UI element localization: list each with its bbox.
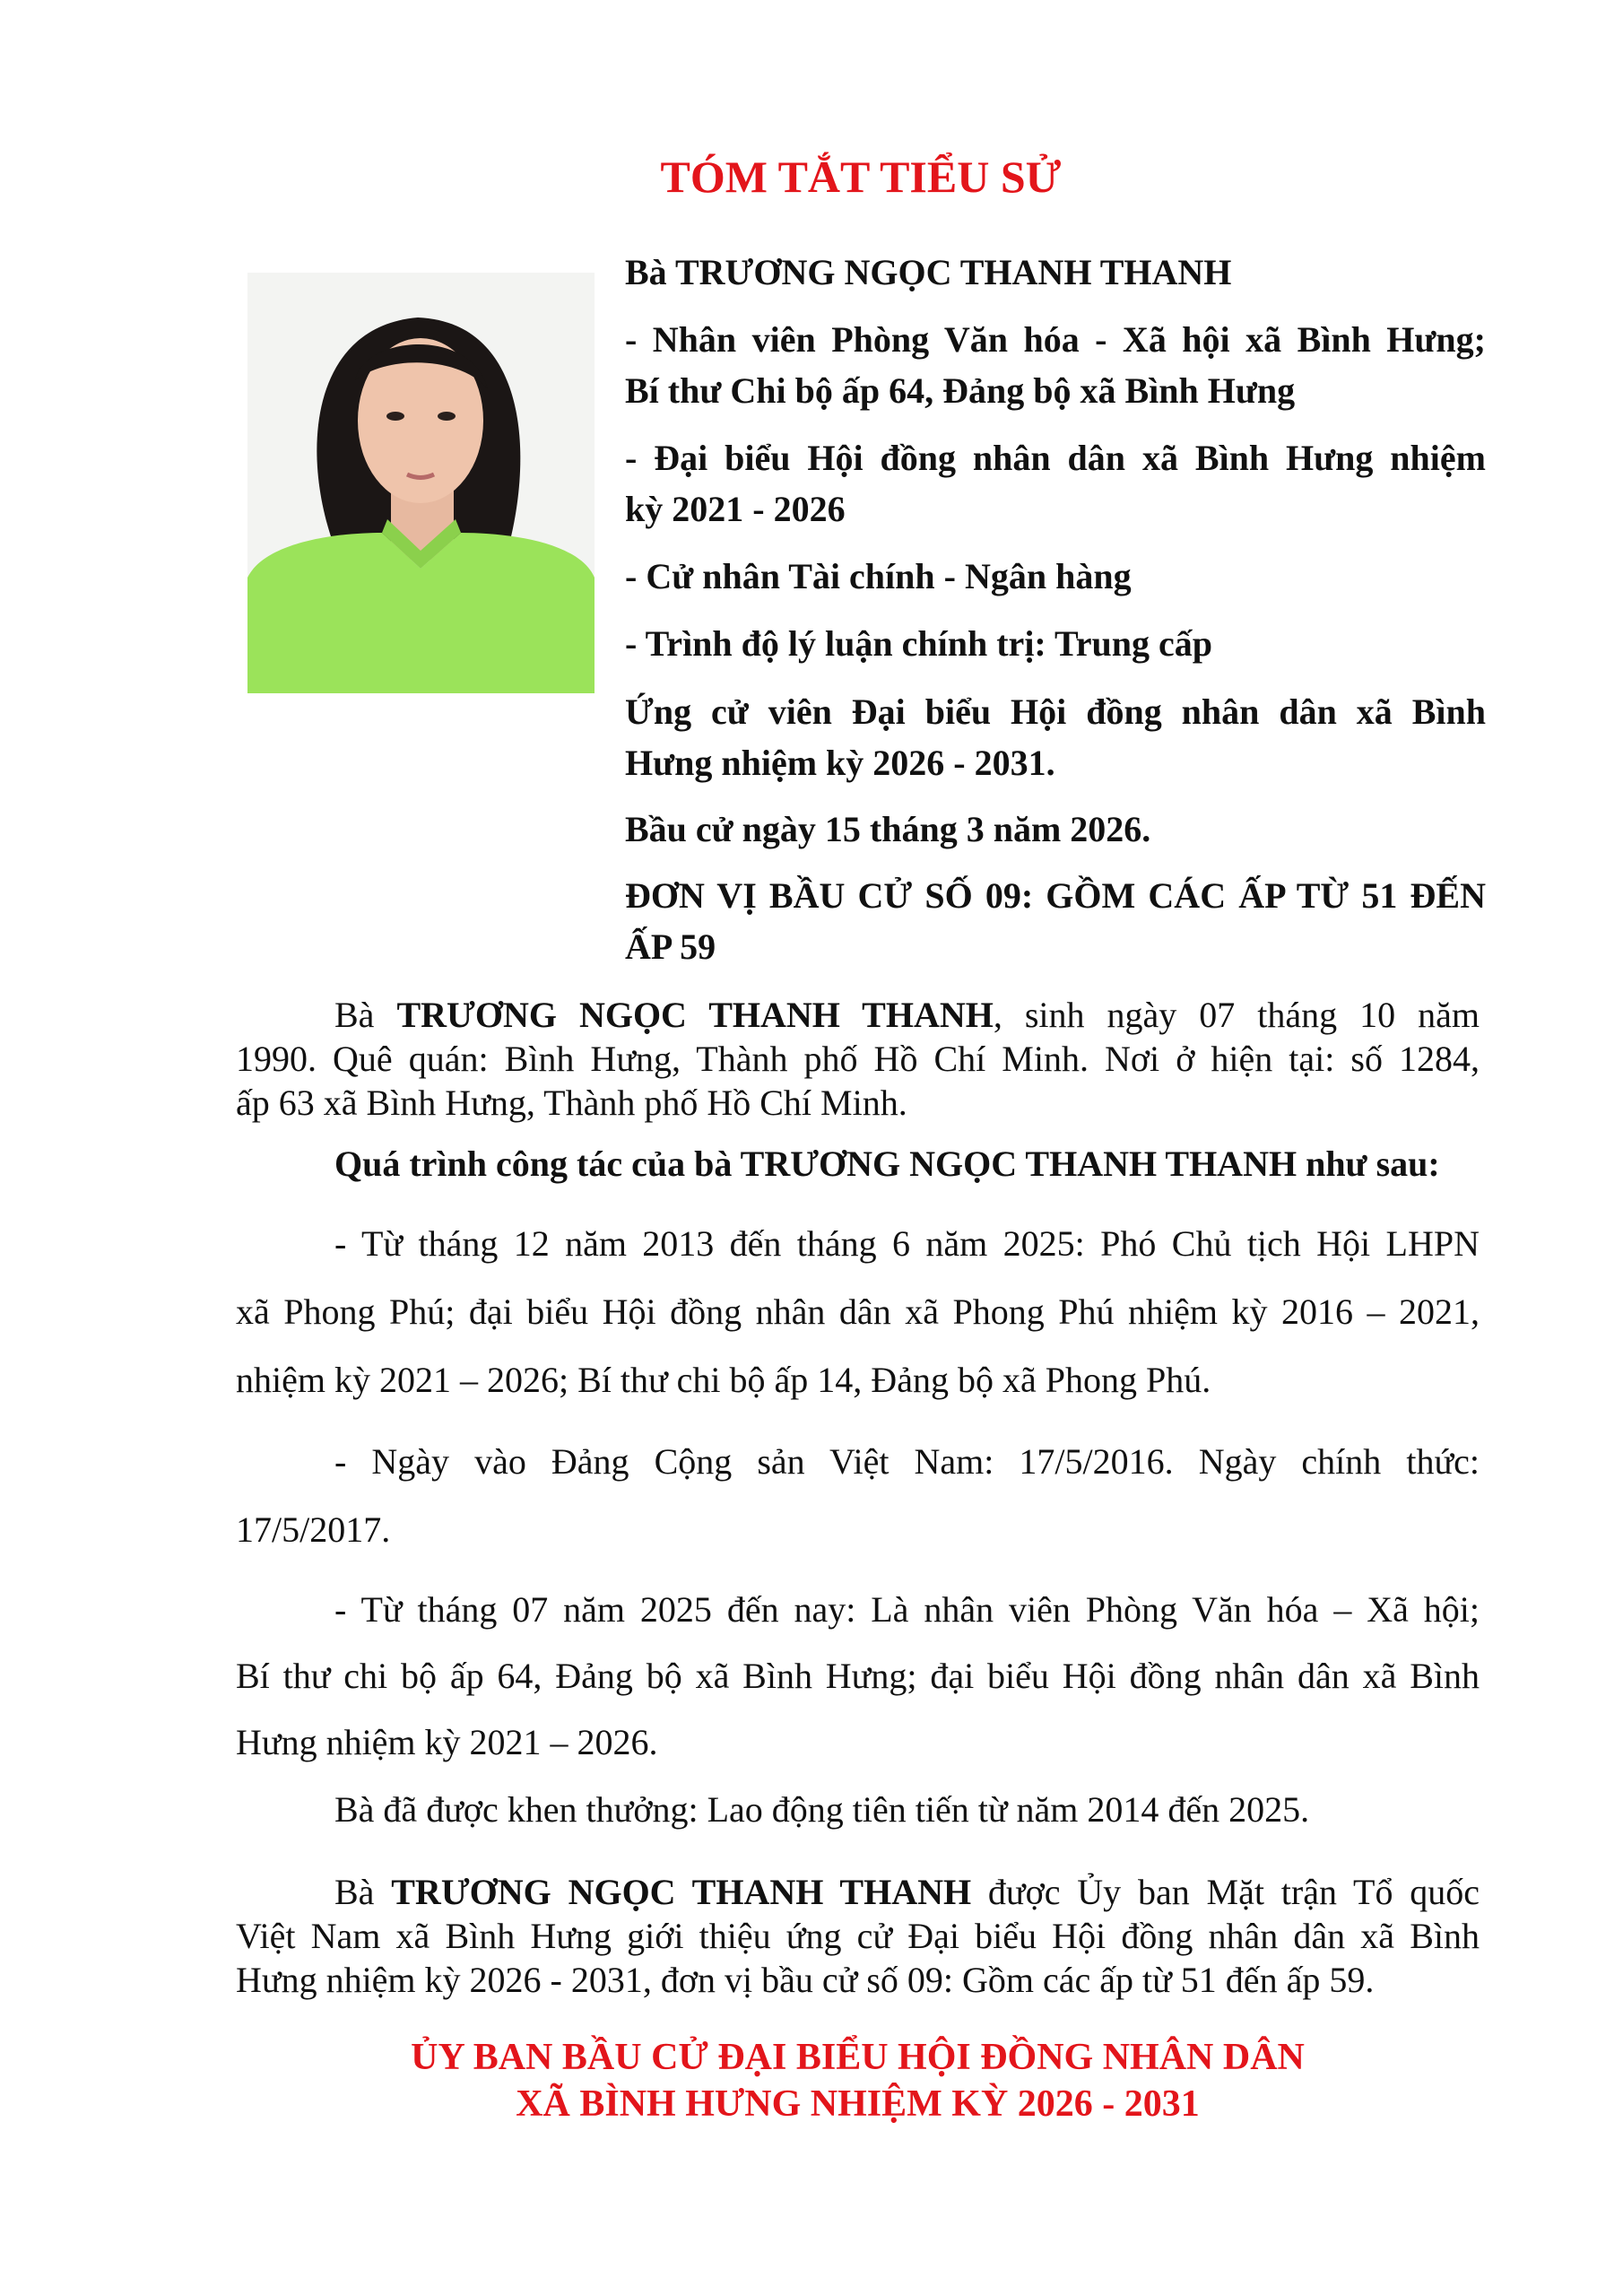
issuing-committee-line: ỦY BAN BẦU CỬ ĐẠI BIỂU HỘI ĐỒNG NHÂN DÂN xyxy=(411,2037,1305,2078)
candidate-name: TRƯƠNG NGỌC THANH THANH xyxy=(391,1872,972,1912)
candidacy-line: Hưng nhiệm kỳ 2026 - 2031. xyxy=(625,743,1055,783)
paragraph-line: Hưng nhiệm kỳ 2026 - 2031, đơn vị bầu cử số 09: Gồm các ấp từ 51 đến ấp 59. xyxy=(236,1960,1375,2000)
awards xyxy=(236,1787,1480,1831)
issuing-committee-line: XÃ BÌNH HƯNG NHIỆM KỲ 2026 - 2031 xyxy=(516,2083,1200,2125)
electoral-unit xyxy=(625,870,1486,972)
nomination-paragraph xyxy=(236,1870,1480,2002)
candidate-portrait-photo xyxy=(247,273,595,693)
paragraph-line: ấp 63 xã Bình Hưng, Thành phố Hồ Chí Minh. xyxy=(236,1083,907,1123)
paragraph-line: Bí thư chi bộ ấp 64, Đảng bộ xã Bình Hưng; đại biểu Hội đồng nhân dân xã Bình xyxy=(236,1656,1480,1696)
candidate-name-heading: Bà TRƯƠNG NGỌC THANH THANH xyxy=(625,252,1232,292)
party-membership xyxy=(236,1428,1480,1564)
current-position-line: - Nhân viên Phòng Văn hóa - Xã hội xã Bình Hưng; xyxy=(625,319,1486,360)
paragraph-line: nhiệm kỳ 2021 – 2026; Bí thư chi bộ ấp 14, Đảng bộ xã Phong Phú. xyxy=(236,1360,1211,1400)
paragraph-line: Việt Nam xã Bình Hưng giới thiệu ứng cử Đại biểu Hội đồng nhân dân xã Bình xyxy=(236,1916,1480,1956)
paragraph-line: - Từ tháng 12 năm 2013 đến tháng 6 năm 2025: Phó Chủ tịch Hội LHPN xyxy=(334,1223,1480,1264)
paragraph-line: 1990. Quê quán: Bình Hưng, Thành phố Hồ Chí Minh. Nơi ở hiện tại: số 1284, xyxy=(236,1039,1480,1079)
delegate-term xyxy=(625,432,1486,535)
degree: - Cử nhân Tài chính - Ngân hàng xyxy=(625,556,1132,596)
candidacy-line: Ứng cử viên Đại biểu Hội đồng nhân dân xã Bình xyxy=(625,691,1486,732)
electoral-unit-line: ẤP 59 xyxy=(625,926,716,967)
paragraph-line: xã Phong Phú; đại biểu Hội đồng nhân dân xã Phong Phú nhiệm kỳ 2016 – 2021, xyxy=(236,1292,1480,1332)
text: được Ủy ban Mặt trận Tổ quốc xyxy=(971,1872,1480,1912)
political-level: - Trình độ lý luận chính trị: Trung cấp xyxy=(625,623,1212,664)
paragraph-line: 17/5/2017. xyxy=(236,1509,391,1550)
current-position xyxy=(625,314,1486,416)
delegate-term-line: - Đại biểu Hội đồng nhân dân xã Bình Hưng nhiệm xyxy=(625,438,1486,478)
text: Bà xyxy=(334,995,397,1035)
text: Bà xyxy=(334,1872,392,1912)
delegate-term-line: kỳ 2021 - 2026 xyxy=(625,489,846,529)
paragraph-line: - Ngày vào Đảng Cộng sản Việt Nam: 17/5/2016. Ngày chính thức: xyxy=(334,1441,1480,1482)
document-title: TÓM TẮT TIỂU SỬ xyxy=(660,152,1062,202)
candidate-name: TRƯƠNG NGỌC THANH THANH xyxy=(396,995,994,1035)
awards-text: Bà đã được khen thưởng: Lao động tiên tiến từ năm 2014 đến 2025. xyxy=(334,1789,1310,1830)
electoral-unit-line: ĐƠN VỊ BẦU CỬ SỐ 09: GỒM CÁC ẤP TỪ 51 ĐẾN xyxy=(625,875,1486,916)
career-heading-text: Quá trình công tác của bà TRƯƠNG NGỌC THANH THANH như sau: xyxy=(334,1144,1440,1184)
candidacy xyxy=(625,686,1486,788)
paragraph-line: - Từ tháng 07 năm 2025 đến nay: Là nhân viên Phòng Văn hóa – Xã hội; xyxy=(334,1589,1480,1630)
career-item-2 xyxy=(236,1577,1480,1776)
issuing-committee xyxy=(236,2034,1480,2127)
career-item-1 xyxy=(236,1210,1480,1414)
career-heading xyxy=(236,1142,1480,1186)
text: , sinh ngày 07 tháng 10 năm xyxy=(993,995,1480,1035)
election-date: Bầu cử ngày 15 tháng 3 năm 2026. xyxy=(625,809,1151,849)
paragraph-line: Hưng nhiệm kỳ 2021 – 2026. xyxy=(236,1722,658,1762)
personal-info-paragraph xyxy=(236,993,1480,1125)
current-position-line: Bí thư Chi bộ ấp 64, Đảng bộ xã Bình Hưng xyxy=(625,370,1296,411)
